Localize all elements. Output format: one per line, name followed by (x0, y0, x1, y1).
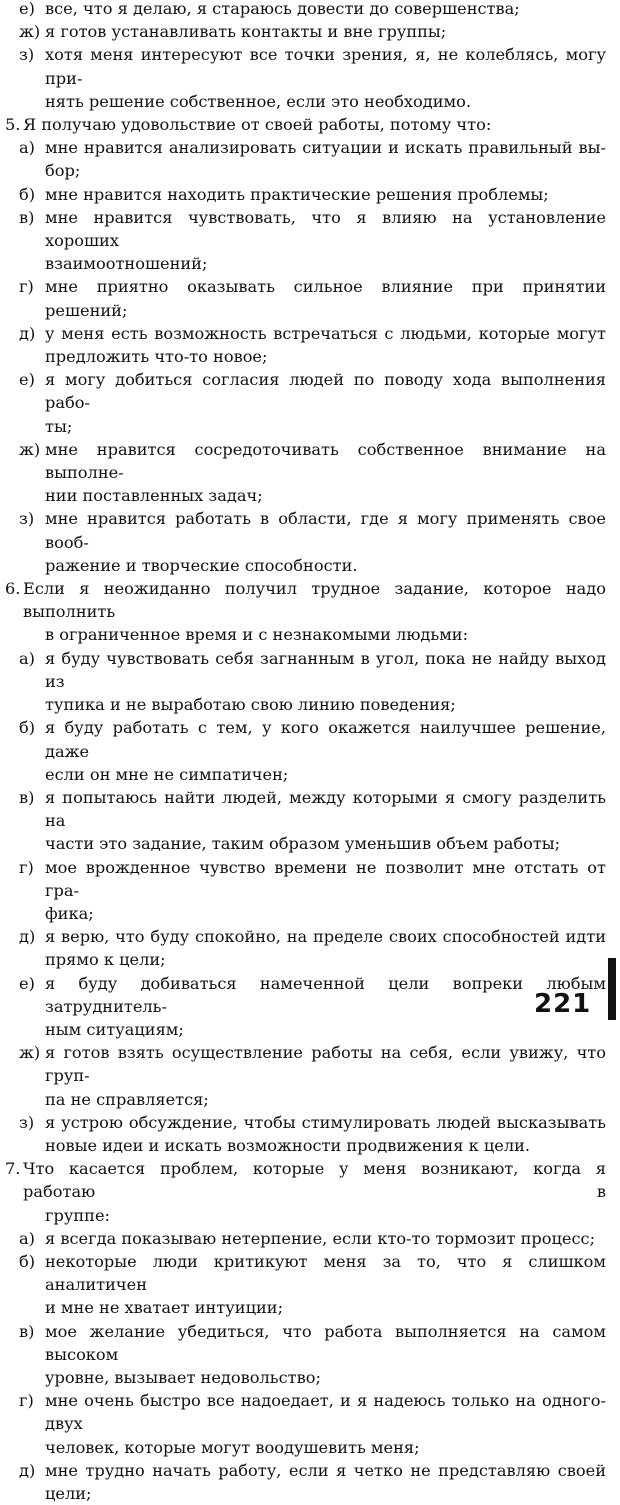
line-text: хотя меня интересуют все точки зрения, я, не колеблясь, могу при- (45, 45, 606, 88)
option-line (0, 322, 606, 345)
item-marker (19, 415, 45, 438)
option-line (0, 1250, 606, 1296)
item-marker (19, 484, 45, 507)
line-text: я буду добиваться намеченной цели вопреки любым затруднитель- (45, 973, 606, 1016)
line-text: бор; (45, 161, 81, 181)
option-line (0, 1296, 606, 1319)
item-marker: в) (19, 207, 35, 227)
line-text: мне нравится чувствовать, что я влияю на установление хороших (45, 207, 606, 251)
line-text: взаимоотношений; (45, 254, 208, 274)
line-text: мне нравится находить практические решения проблемы; (45, 184, 549, 204)
option-line (0, 43, 606, 89)
option-line (0, 763, 606, 786)
option-line (0, 90, 606, 113)
item-marker (19, 1134, 45, 1157)
option-line (0, 507, 606, 553)
option-line (0, 647, 606, 693)
item-marker (19, 1296, 45, 1319)
option-line (0, 972, 606, 1018)
line-text: я готов устанавливать контакты и вне группы; (45, 22, 447, 42)
item-marker (19, 1088, 45, 1111)
item-marker (19, 763, 45, 786)
item-marker: б) (19, 1251, 36, 1271)
option-line (0, 623, 606, 646)
item-marker (19, 252, 45, 275)
line-text: части это задание, таким образом уменьшив объем работы; (45, 834, 561, 854)
item-marker: в) (19, 787, 35, 807)
option-line (0, 902, 606, 925)
item-marker: ж) (19, 1043, 41, 1063)
line-text: Что касается проблем, которые у меня возникают, когда я работаю в (23, 1159, 606, 1202)
line-text: группе: (45, 1205, 110, 1225)
option-line (0, 1018, 606, 1041)
line-text: новые идеи и искать возможности продвижения к цели. (45, 1135, 531, 1155)
item-marker (19, 90, 45, 113)
option-line (0, 252, 606, 275)
item-marker: г) (19, 277, 34, 297)
line-text: ным ситуациям; (45, 1019, 184, 1039)
item-marker: д) (19, 323, 36, 343)
line-text: если он мне не симпатичен; (45, 764, 289, 784)
item-marker (19, 693, 45, 716)
item-marker: а) (19, 648, 35, 668)
option-line (0, 1041, 606, 1087)
option-line (0, 1088, 606, 1111)
line-text: я буду чувствовать себя загнанным в угол, пока не найду выход из (45, 648, 606, 691)
line-text: я устрою обсуждение, чтобы стимулировать людей высказывать (45, 1112, 606, 1132)
line-text: все, что я делаю, я стараюсь довести до совершенства; (45, 0, 520, 18)
item-marker: а) (19, 1228, 35, 1248)
item-marker: 7. (5, 1159, 21, 1179)
option-line (0, 1227, 606, 1250)
line-text: ражение и творческие способности. (45, 555, 358, 575)
item-marker (19, 902, 45, 925)
option-line (0, 20, 606, 43)
option-line (0, 1459, 606, 1505)
item-marker (19, 1204, 45, 1227)
question-line (0, 113, 606, 136)
option-line (0, 948, 606, 971)
item-marker: ж) (19, 439, 41, 459)
line-text: нии поставленных задач; (45, 486, 263, 506)
item-marker: е) (19, 973, 35, 993)
line-text: мне приятно оказывать сильное влияние при принятии решений; (45, 277, 606, 320)
line-text: некоторые люди критикуют меня за то, что я слишком аналитичен (45, 1251, 606, 1295)
item-marker (19, 1436, 45, 1459)
option-line (0, 1320, 606, 1366)
option-line (0, 159, 606, 182)
item-marker (19, 1018, 45, 1041)
item-marker: 6. (5, 579, 21, 599)
option-line (0, 856, 606, 902)
option-line (0, 0, 606, 20)
item-marker (19, 1366, 45, 1389)
option-line (0, 786, 606, 832)
item-marker: д) (19, 927, 36, 947)
line-text: мне нравится анализировать ситуации и искать правильный вы- (45, 138, 606, 158)
option-line (0, 716, 606, 762)
option-line (0, 925, 606, 948)
line-text: фика; (45, 903, 94, 923)
line-text: я всегда показываю нетерпение, если кто-то тормозит процесс; (45, 1228, 596, 1248)
item-marker (19, 948, 45, 971)
item-marker (19, 832, 45, 855)
option-line (0, 832, 606, 855)
line-text: предложить что-то новое; (45, 347, 268, 367)
line-text: тупика и не выработаю свою линию поведения; (45, 695, 456, 715)
question-line (0, 1157, 606, 1203)
option-line (0, 1366, 606, 1389)
line-text: ты; (45, 416, 73, 436)
item-marker (19, 159, 45, 182)
page-number: 221 (534, 989, 592, 1019)
option-line (0, 1134, 606, 1157)
line-text: мое желание убедиться, что работа выполняется на самом высоком (45, 1321, 606, 1364)
line-text: Я получаю удовольствие от своей работы, потому что: (23, 115, 492, 135)
item-marker: е) (19, 0, 35, 18)
item-marker: в) (19, 1321, 35, 1341)
option-line (0, 275, 606, 321)
line-text: я буду работать с тем, у кого окажется наилучшее решение, даже (45, 718, 606, 761)
line-text: уровне, вызывает недовольство; (45, 1367, 321, 1387)
line-text: в ограниченное время и с незнакомыми людьми: (45, 625, 469, 645)
line-text: па не справляется; (45, 1089, 209, 1109)
item-marker: б) (19, 184, 36, 204)
line-text: я могу добиться согласия людей по поводу хода выполнения рабо- (45, 370, 606, 413)
line-text: и мне не хватает интуиции; (45, 1298, 284, 1318)
line-text: мне трудно начать работу, если я четко не представляю своей цели; (45, 1460, 606, 1503)
item-marker: ж) (19, 22, 41, 42)
item-marker: а) (19, 138, 35, 158)
page-edge-marker (608, 958, 616, 1020)
item-marker: б) (19, 718, 36, 738)
option-line (0, 345, 606, 368)
item-marker: з) (19, 509, 35, 529)
option-line (0, 183, 606, 206)
line-text: человек, которые могут воодушевить меня; (45, 1437, 420, 1457)
option-line (0, 554, 606, 577)
item-marker (19, 345, 45, 368)
line-text: я готов взять осуществление работы на себя, если увижу, что груп- (45, 1043, 606, 1086)
item-marker: 5. (5, 115, 21, 135)
line-text: нять решение собственное, если это необходимо. (45, 91, 472, 111)
item-marker: з) (19, 45, 35, 65)
line-text: мое врожденное чувство времени не позволит мне отстать от гра- (45, 857, 606, 900)
option-line (0, 484, 606, 507)
option-line (0, 438, 606, 484)
line-text: у меня есть возможность встречаться с людьми, которые могут (45, 323, 606, 343)
line-text: я попытаюсь найти людей, между которыми я смогу разделить на (45, 787, 606, 831)
option-line (0, 415, 606, 438)
option-line (0, 1111, 606, 1134)
item-marker: д) (19, 1460, 36, 1480)
question-line (0, 577, 606, 623)
item-marker (19, 554, 45, 577)
line-text: Если я неожиданно получил трудное задание, которое надо выполнить (23, 579, 606, 622)
option-line (0, 1389, 606, 1435)
line-text: прямо к цели; (45, 950, 166, 970)
line-text: мне очень быстро все надоедает, и я надеюсь только на одного-двух (45, 1391, 606, 1434)
item-marker: е) (19, 370, 35, 390)
option-line (0, 136, 606, 159)
option-line (0, 693, 606, 716)
option-line (0, 1436, 606, 1459)
item-marker (19, 623, 45, 646)
line-text: я верю, что буду спокойно, на пределе своих способностей идти (45, 927, 606, 947)
option-line (0, 206, 606, 252)
line-text: мне нравится работать в области, где я могу применять свое вооб- (45, 509, 606, 552)
item-marker: з) (19, 1112, 35, 1132)
option-line (0, 1204, 606, 1227)
item-marker: г) (19, 1391, 34, 1411)
line-text: мне нравится сосредоточивать собственное внимание на выполне- (45, 439, 606, 483)
option-line (0, 368, 606, 414)
item-marker: г) (19, 857, 34, 877)
